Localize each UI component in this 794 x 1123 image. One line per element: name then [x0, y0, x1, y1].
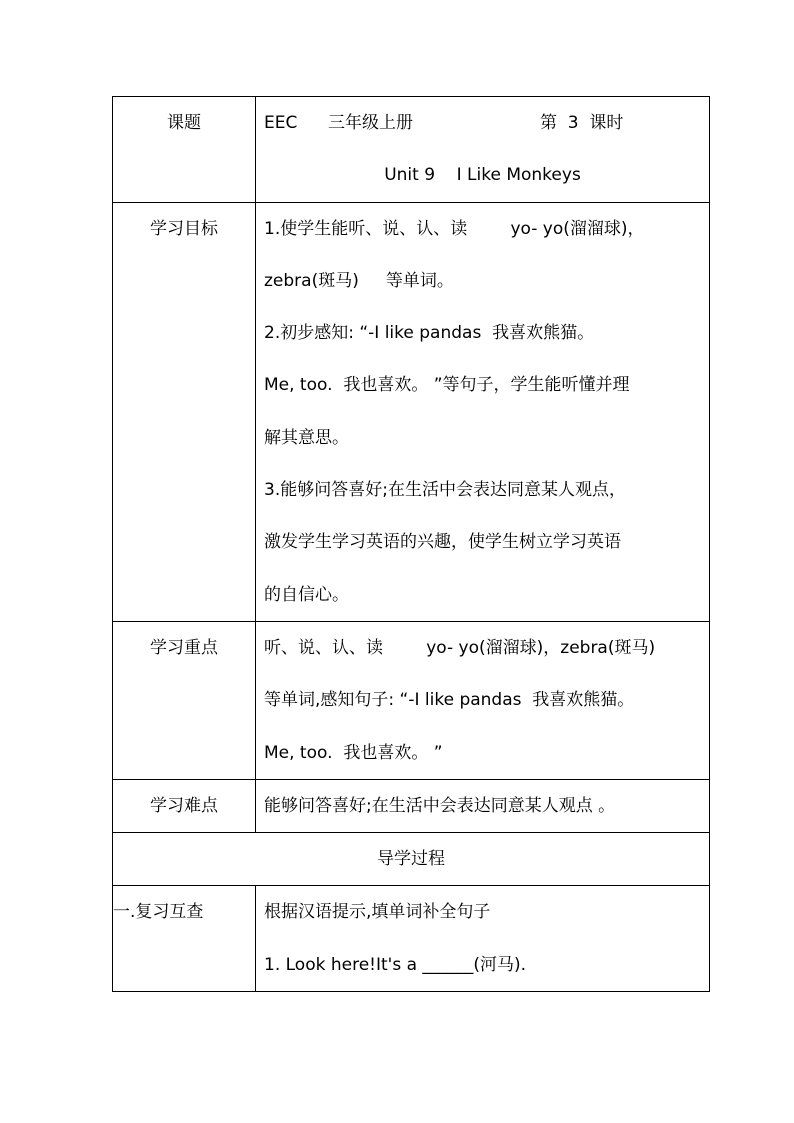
lesson-plan-table: [112, 96, 710, 992]
key-points-content-cell: [256, 621, 710, 779]
objectives-line: Me, too. 我也喜欢。 ”等句子，学生能听懂并理: [264, 375, 630, 396]
objectives-label: 学习目标: [150, 218, 218, 239]
difficulties-label-cell: [113, 779, 256, 832]
objectives-line: 的自信心。: [264, 584, 349, 605]
process-heading-row: [113, 833, 710, 886]
lesson-number: 第 3 课时: [540, 113, 624, 133]
review-content-cell: [256, 886, 710, 992]
objectives-line: 解其意思。: [264, 427, 349, 448]
key-points-line: 等单词,感知句子: “-I like pandas 我喜欢熊猫。: [264, 690, 635, 711]
key-points-line: Me, too. 我也喜欢。 ”: [264, 742, 443, 763]
objectives-line: 3.能够问答喜好;在生活中会表达同意某人观点，: [264, 480, 626, 501]
course-name: EEC: [264, 113, 298, 133]
review-row: [113, 886, 710, 992]
unit-title: Unit 9 I Like Monkeys: [384, 165, 581, 186]
objectives-label-cell: [113, 202, 256, 621]
title-label-cell: [113, 97, 256, 203]
difficulties-text: 能够问答喜好;在生活中会表达同意某人观点 。: [264, 795, 616, 816]
difficulties-row: [113, 779, 710, 832]
key-points-label: 学习重点: [150, 637, 218, 658]
review-label: 一.复习互查: [113, 902, 204, 923]
objectives-line: 2.初步感知: “-I like pandas 我喜欢熊猫。: [264, 323, 595, 344]
process-heading-cell: [113, 833, 710, 886]
objectives-row: [113, 202, 710, 621]
title-info-line: [256, 97, 709, 149]
key-points-line: 听、说、认、读 yo- yo(溜溜球)，zebra(斑马): [264, 637, 656, 658]
difficulties-content-cell: [256, 779, 710, 832]
objectives-line: zebra(斑马) 等单词。: [264, 270, 454, 291]
review-line: 1. Look here!It's a ______(河马).: [264, 954, 527, 975]
title-row: [113, 97, 710, 203]
objectives-line: 激发学生学习英语的兴趣，使学生树立学习英语: [264, 532, 621, 553]
key-points-label-cell: [113, 621, 256, 779]
title-content-cell: [256, 97, 710, 203]
review-line: 根据汉语提示,填单词补全句子: [264, 902, 491, 923]
difficulties-label: 学习难点: [150, 795, 218, 816]
title-label: 课题: [167, 113, 201, 133]
process-heading: 导学过程: [377, 849, 445, 870]
objectives-content-cell: [256, 202, 710, 621]
objectives-line: 1.使学生能听、说、认、读 yo- yo(溜溜球)，: [264, 218, 645, 239]
grade-name: 三年级上册: [328, 113, 413, 133]
key-points-row: [113, 621, 710, 779]
review-label-cell: [113, 886, 256, 992]
